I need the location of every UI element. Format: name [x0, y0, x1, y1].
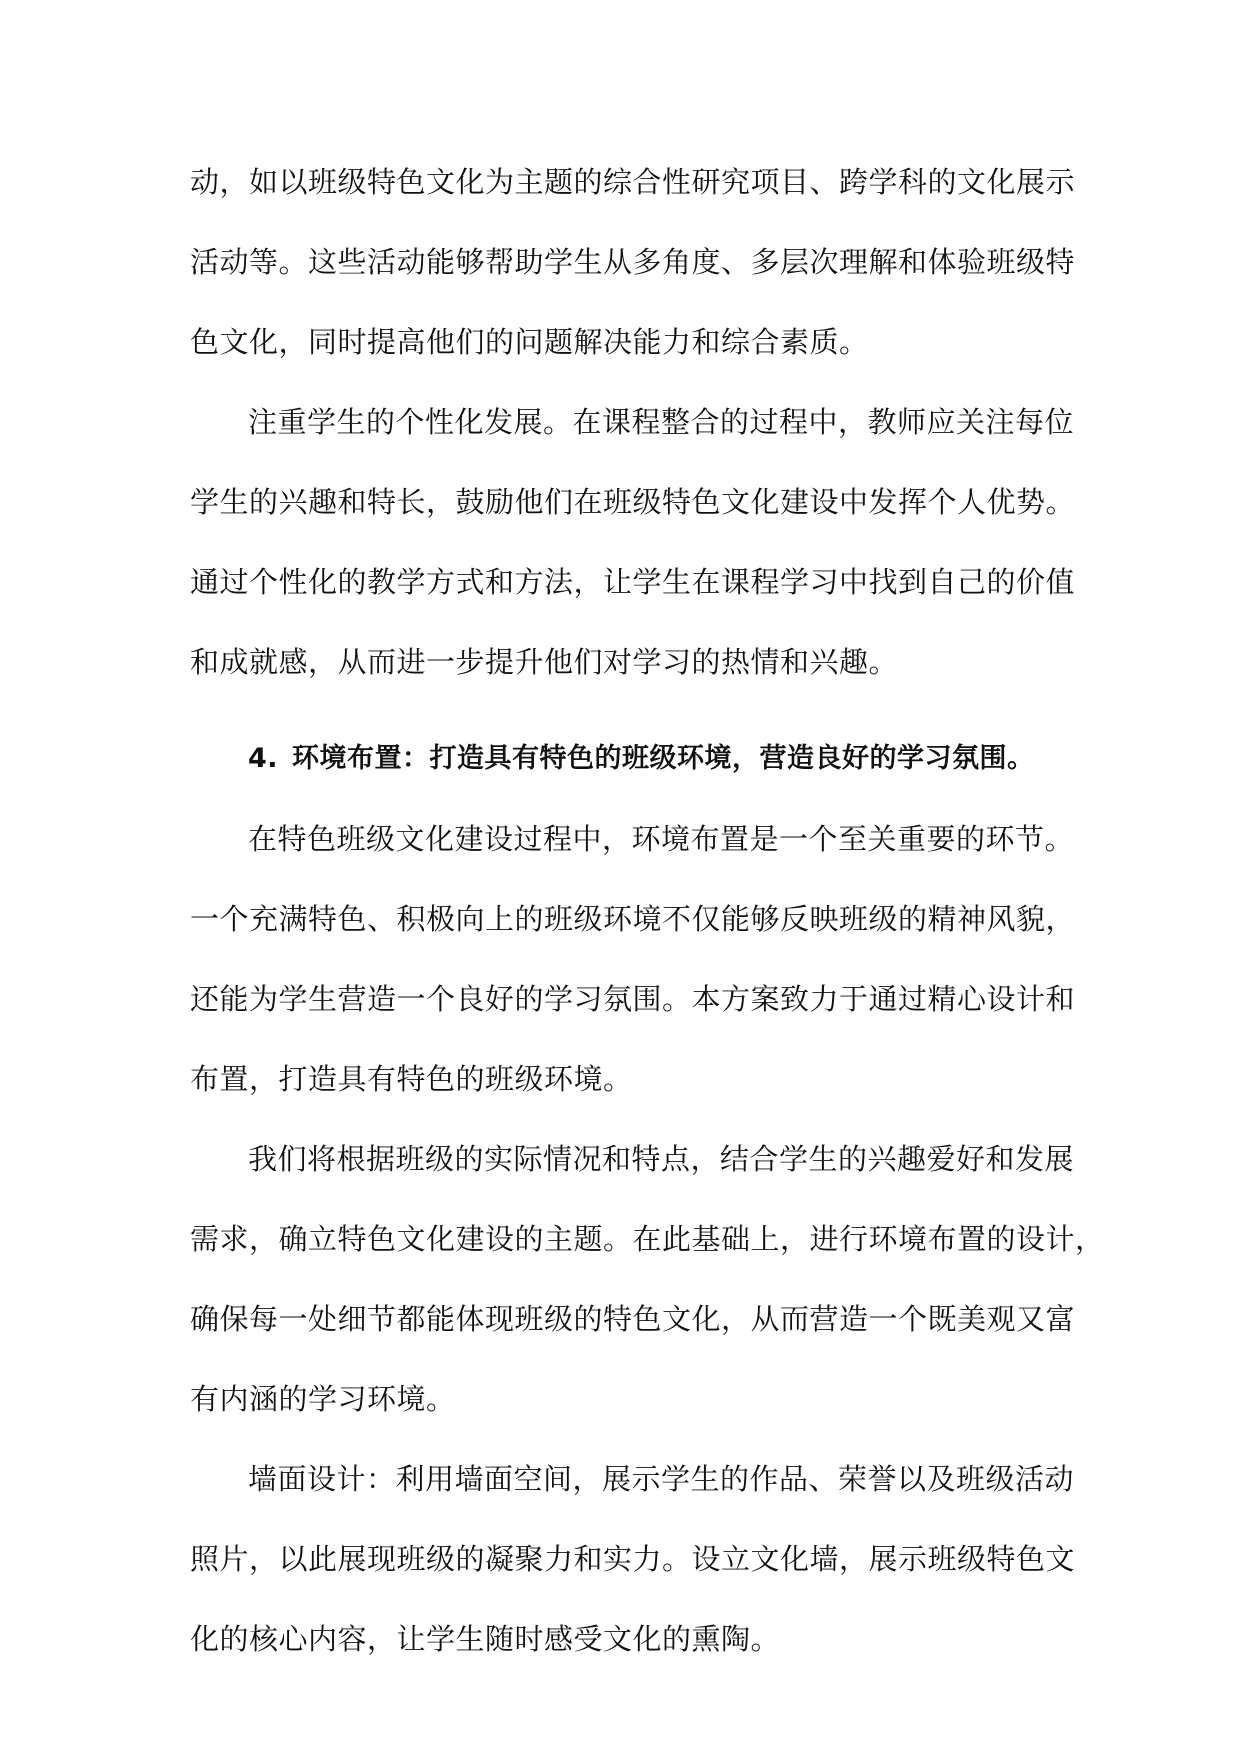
text-line: 布置，打造具有特色的班级环境。 [190, 1062, 633, 1096]
section-number: 4. [248, 743, 279, 774]
text-line: 在特色班级文化建设过程中，环境布置是一个至关重要的环节。 [248, 822, 1075, 856]
text-line: 确保每一处细节都能体现班级的特色文化，从而营造一个既美观又富 [190, 1302, 1076, 1336]
paragraph-continuation [190, 142, 1076, 382]
text-line: 色文化，同时提高他们的问题解决能力和综合素质。 [190, 325, 869, 359]
paragraph-personalized-development [190, 382, 1076, 702]
text-line: 和成就感，从而进一步提升他们对学习的热情和兴趣。 [190, 645, 899, 679]
text-line: 照片，以此展现班级的凝聚力和实力。设立文化墙，展示班级特色文 [190, 1542, 1076, 1576]
text-line: 学生的兴趣和特长，鼓励他们在班级特色文化建设中发挥个人优势。 [190, 485, 1076, 519]
text-line: 注重学生的个性化发展。在课程整合的过程中，教师应关注每位 [248, 405, 1075, 439]
section-heading [190, 719, 1062, 799]
paragraph-wall-design [190, 1439, 1076, 1679]
text-line: 有内涵的学习环境。 [190, 1382, 456, 1416]
text-line: 动，如以班级特色文化为主题的综合性研究项目、跨学科的文化展示 [190, 165, 1076, 199]
text-line: 还能为学生营造一个良好的学习氛围。本方案致力于通过精心设计和 [190, 982, 1076, 1016]
text-line: 化的核心内容，让学生随时感受文化的熏陶。 [190, 1622, 781, 1656]
paragraph-theme-design [190, 1119, 1105, 1439]
text-line: 需求，确立特色文化建设的主题。在此基础上，进行环境布置的设计， [190, 1222, 1105, 1256]
text-line: 活动等。这些活动能够帮助学生从多角度、多层次理解和体验班级特 [190, 245, 1076, 279]
document-body [190, 142, 1105, 1679]
text-line: 墙面设计：利用墙面空间，展示学生的作品、荣誉以及班级活动 [248, 1462, 1075, 1496]
text-line: 一个充满特色、积极向上的班级环境不仅能够反映班级的精神风貌， [190, 902, 1076, 936]
text-line: 我们将根据班级的实际情况和特点，结合学生的兴趣爱好和发展 [248, 1142, 1075, 1176]
text-line: 通过个性化的教学方式和方法，让学生在课程学习中找到自己的价值 [190, 565, 1076, 599]
paragraph-environment-intro [190, 799, 1076, 1119]
section-title: 环境布置：打造具有特色的班级环境，营造良好的学习氛围。 [292, 743, 1035, 774]
